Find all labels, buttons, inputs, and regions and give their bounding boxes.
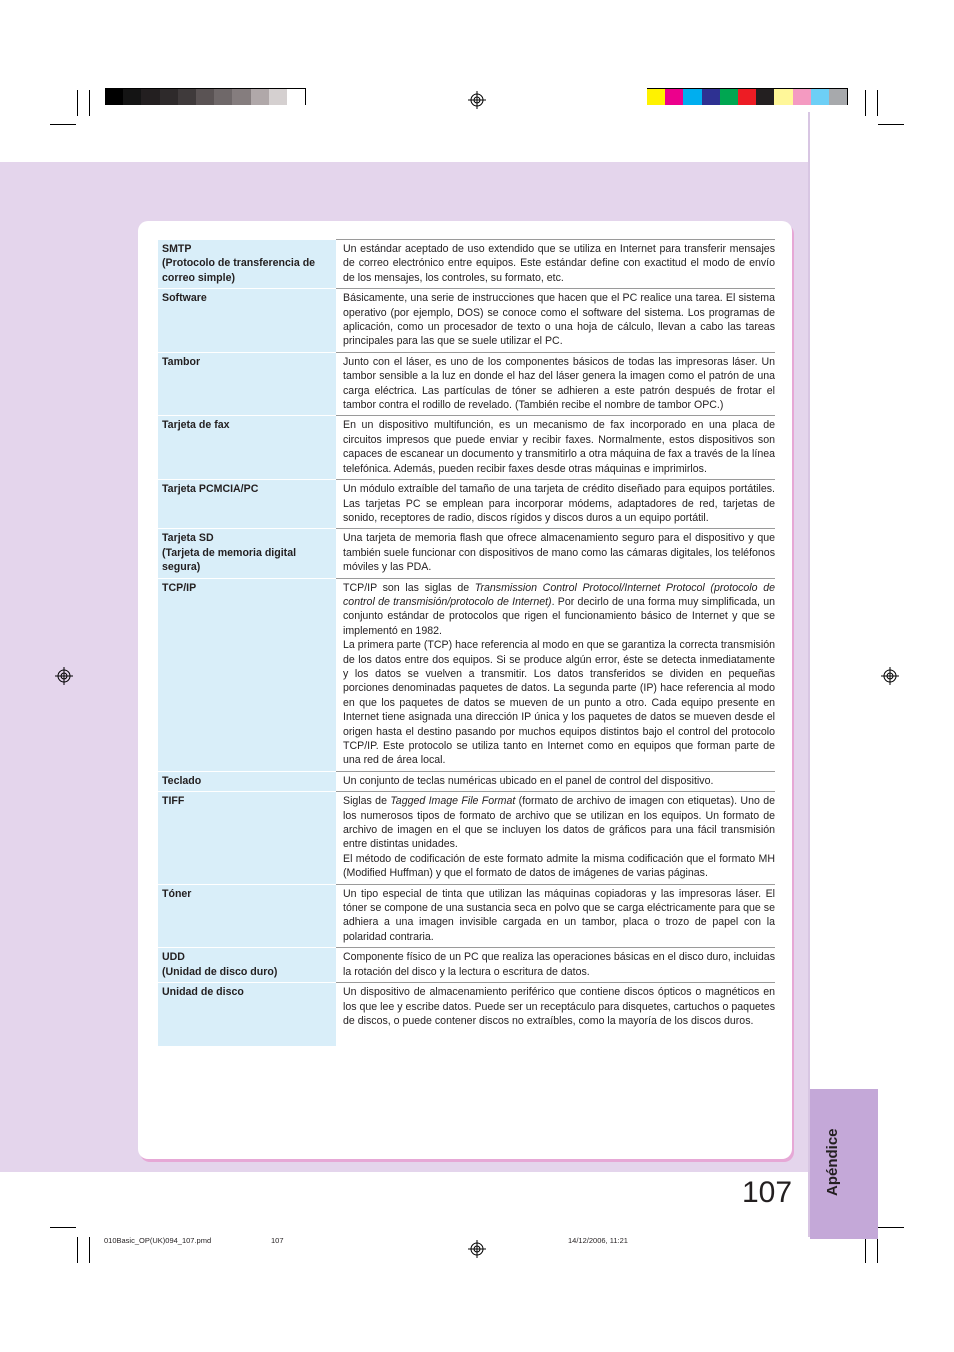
crop-mark	[89, 90, 90, 116]
glossary-row	[158, 771, 775, 791]
registration-mark-icon	[468, 91, 486, 109]
glossary-definition: En un dispositivo multifunción, es un mecanismo de fax incorporado en una placa de circuitos impresos que puede enviar y recibir faxes. Normalmente, estos dispositivos son capaces de escanear un documento y transmitirlo a otra máquina de fax a través de la línea telefónica. Además, pueden recibir faxes desde otras máquinas e imprimirlos.	[336, 416, 775, 480]
glossary-definition: Un conjunto de teclas numéricas ubicado en el panel de control del dispositivo.	[336, 771, 775, 791]
glossary-definition: Una tarjeta de memoria flash que ofrece almacenamiento seguro para el dispositivo y que también suele funcionar con dispositivos de mano como las cámaras digitales, los teléfonos móviles y las PDA.	[336, 529, 775, 578]
glossary-definition	[336, 578, 775, 771]
calibration-swatch	[738, 89, 756, 105]
definition-text: . Por decirlo de una forma muy simplificada, un conjunto estándar de protocolos que rigen el funcionamiento básico de Internet y que se implementó en 1982.	[343, 595, 776, 637]
calibration-swatch	[665, 89, 683, 105]
glossary-row	[158, 480, 775, 529]
glossary-table	[158, 239, 775, 1046]
calibration-swatch	[196, 89, 214, 105]
definition-text: Siglas de	[343, 795, 391, 808]
calibration-swatch	[269, 89, 287, 105]
calibration-swatch	[214, 89, 232, 105]
registration-mark-icon	[881, 667, 899, 685]
glossary-definition: Junto con el láser, es uno de los componentes básicos de todas las impresoras láser. Un tambor sensible a la luz en donde el haz del láser genera la imagen como el patrón de una carga eléctrica. Las partículas de tóner se adhieren a este patrón después de frotar el tambor contra el rodillo de revelado. (También recibe el nombre de tambor OPC.)	[336, 352, 775, 416]
glossary-term: Software	[158, 289, 336, 353]
glossary-term: UDD (Unidad de disco duro)	[158, 948, 336, 983]
glossary-row	[158, 416, 775, 480]
footer-file-name: 010Basic_OP(UK)094_107.pmd	[104, 1236, 212, 1245]
glossary-row	[158, 240, 775, 289]
glossary-definition: Componente físico de un PC que realiza las operaciones básicas en el disco duro, incluidas la rotación del disco y la lectura o escritura de datos.	[336, 948, 775, 983]
glossary-row	[158, 529, 775, 578]
registration-mark-icon	[55, 667, 73, 685]
crop-mark	[865, 90, 866, 116]
glossary-definition: Un dispositivo de almacenamiento periférico que contiene discos ópticos o magnéticos en los que lee y escribe datos. Puede ser un receptáculo para disquetes, cartuchos o paquetes de discos, o puede contener discos no extraíbles, como la mayoría de los discos duros.	[336, 983, 775, 1047]
calibration-swatch	[232, 89, 250, 105]
glossary-term: Tarjeta PCMCIA/PC	[158, 480, 336, 529]
calibration-swatch	[178, 89, 196, 105]
glossary-row	[158, 352, 775, 416]
footer-date: 14/12/2006, 11:21	[568, 1236, 628, 1245]
crop-mark	[877, 90, 878, 116]
glossary-term: Tarjeta SD (Tarjeta de memoria digital segura)	[158, 529, 336, 578]
crop-mark	[89, 1237, 90, 1263]
crop-mark	[50, 124, 76, 125]
section-tab-label: Apéndice	[824, 1128, 841, 1196]
glossary-definition: Un estándar aceptado de uso extendido que se utiliza en Internet para transferir mensajes de correo electrónico entre equipos. Este estándar define con exactitud el modo de envío de los mensajes, los controles, su formato, etc.	[336, 240, 775, 289]
definition-italic-text: Tagged Image File Format	[390, 795, 516, 808]
calibration-swatch	[720, 89, 738, 105]
crop-mark	[878, 124, 904, 125]
right-margin-rule	[808, 112, 810, 1237]
crop-mark	[878, 1227, 904, 1228]
calibration-swatch	[702, 89, 720, 105]
crop-mark	[77, 90, 78, 116]
definition-text: La primera parte (TCP) hace referencia al modo en que se garantiza la correcta transmisión de los datos entre dos equipos. Si se produce algún error, éste se detecta inmediatamente y los datos se vuelven a transmitir. Los datos transferidos se dividen en pequeñas porciones denominadas paquetes de datos. La segunda parte (IP) hace referencia al modo en que los paquetes de datos se mueven de un punto a otro. Cada equipo presente en Internet tiene asignada una dirección IP única y los paquetes de datos se mueven desde el origen hasta el destino pasando por muchos equipos distintos bajo el control del protocolo TCP/IP. Este protocolo se utiliza tanto en Internet como en equipos que forman parte de una red de área local.	[343, 639, 775, 767]
glossary-term: Teclado	[158, 771, 336, 791]
registration-mark-icon	[468, 1240, 486, 1258]
calibration-swatch	[811, 89, 829, 105]
calibration-swatch	[756, 89, 774, 105]
definition-italic-text: Transmission Control Protocol/Internet Protocol (protocolo de control de transmisión/protocolo de Internet)	[343, 581, 775, 608]
calibration-swatch	[774, 89, 792, 105]
glossary-term: TCP/IP	[158, 578, 336, 771]
glossary-definition: Un tipo especial de tinta que utilizan las máquinas copiadoras y las impresoras láser. El tóner se compone de una sustancia seca en polvo que se carga eléctricamente para que se adhiera a una imagen invisible cargada en un tambor, placa o trozo de papel con la polaridad contraria.	[336, 884, 775, 948]
definition-text: (formato de archivo de imagen con etiquetas). Uno de los numerosos tipos de formato de archivo que se utilizan en los equipos. Un formato de archivo de imagen en el que se incluyen los datos de gráficos para una fácil transmisión entre distintas unidades.	[343, 795, 775, 851]
glossary-term: Tarjeta de fax	[158, 416, 336, 480]
glossary-term: TIFF	[158, 792, 336, 884]
page-number: 107	[742, 1176, 793, 1209]
glossary-definition: Un módulo extraíble del tamaño de una tarjeta de crédito diseñado para equipos portátiles. Las tarjetas PC se emplean para incorporar módems, adaptadores de red, tarjetas de sonido, receptores de radio, discos rígidos y discos duros a un equipo portátil.	[336, 480, 775, 529]
glossary-definition: Básicamente, una serie de instrucciones que hacen que el PC realice una tarea. El sistema operativo (por ejemplo, DOS) se conoce como el software del sistema. Los programas de aplicación, como un procesador de texto o una hoja de cálculo, llevan a cabo las tareas principales para las que se suele utilizar el PC.	[336, 289, 775, 353]
calibration-swatch	[251, 89, 269, 105]
glossary-row	[158, 792, 775, 884]
crop-mark	[77, 1237, 78, 1263]
glossary-row	[158, 983, 775, 1047]
calibration-swatch	[105, 89, 123, 105]
calibration-swatch	[829, 89, 847, 105]
glossary-term: Tóner	[158, 884, 336, 948]
glossary-term: Unidad de disco	[158, 983, 336, 1047]
calibration-swatch	[160, 89, 178, 105]
definition-text: El método de codificación de este formato admite la misma codificación que el formato MH (Modified Huffman) y que el formato de datos de imágenes de varias páginas.	[343, 852, 775, 880]
glossary-row	[158, 578, 775, 771]
crop-mark	[50, 1227, 76, 1228]
glossary-row	[158, 289, 775, 353]
glossary-row	[158, 948, 775, 983]
crop-mark	[877, 1237, 878, 1263]
calibration-swatch	[141, 89, 159, 105]
calibration-swatch	[793, 89, 811, 105]
calibration-swatch	[683, 89, 701, 105]
glossary-term: Tambor	[158, 352, 336, 416]
calibration-swatch	[647, 89, 665, 105]
glossary-term: SMTP (Protocolo de transferencia de correo simple)	[158, 240, 336, 289]
crop-mark	[865, 1237, 866, 1263]
definition-text: TCP/IP son las siglas de	[343, 581, 475, 594]
footer-page: 107	[271, 1236, 284, 1245]
calibration-swatch	[123, 89, 141, 105]
glossary-row	[158, 884, 775, 948]
calibration-swatch	[287, 89, 305, 105]
glossary-definition	[336, 792, 775, 884]
